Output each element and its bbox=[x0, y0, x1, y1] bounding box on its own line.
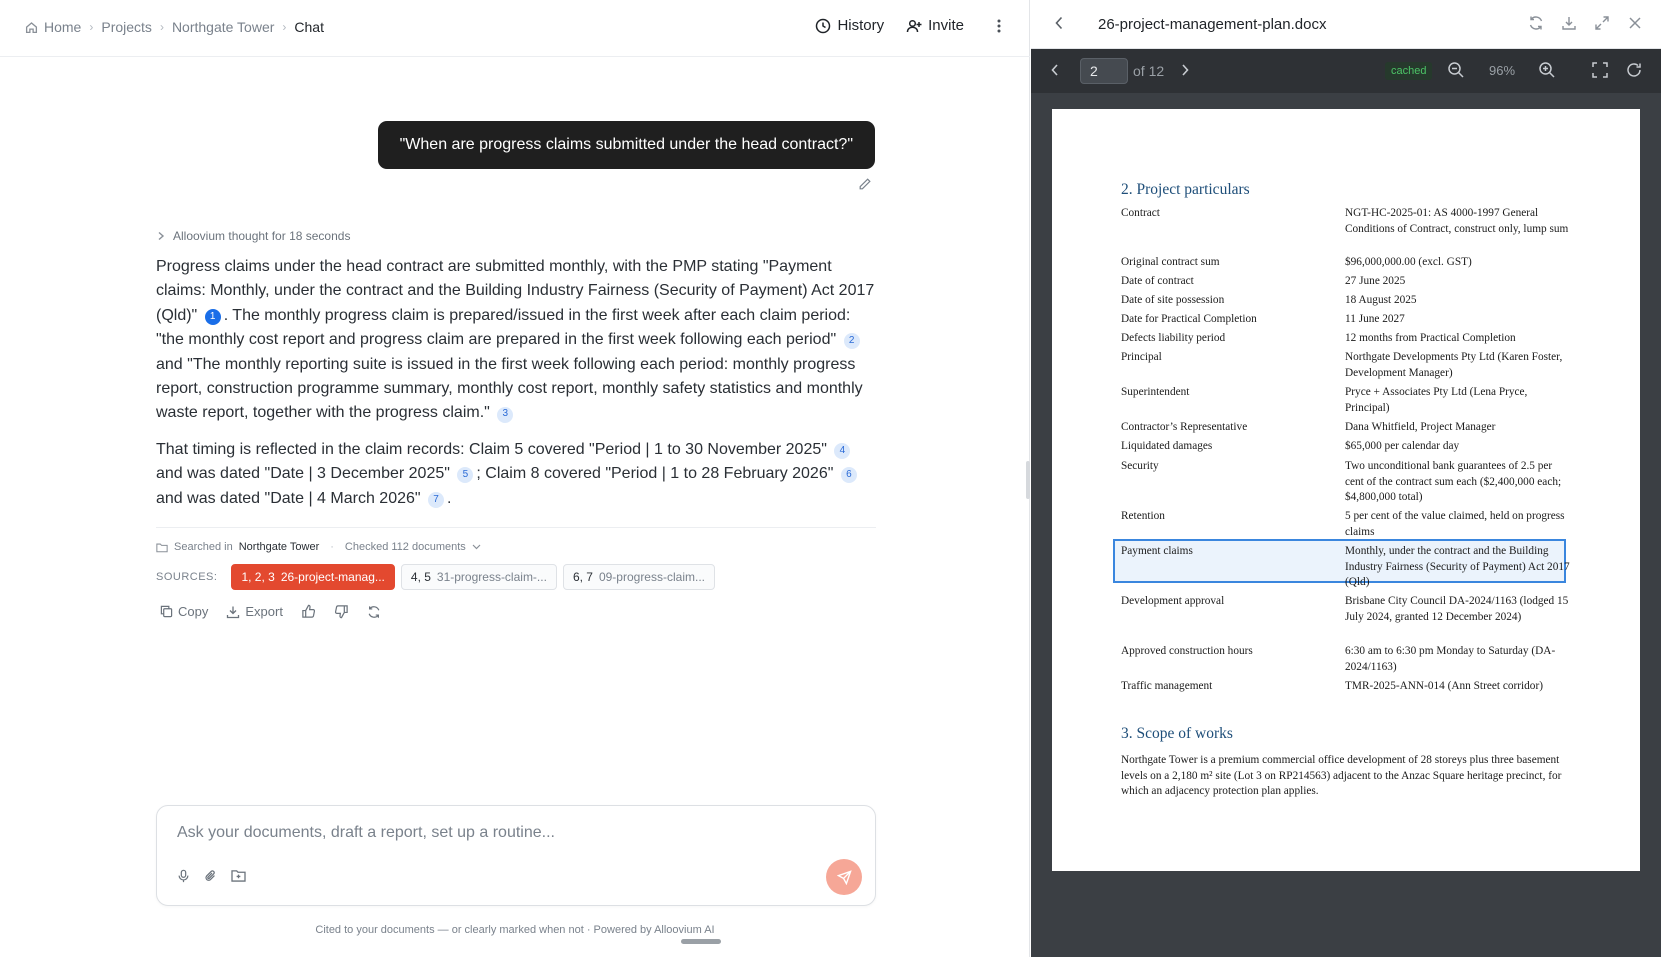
searched-project: Northgate Tower bbox=[238, 541, 320, 553]
page-count: of 12 bbox=[1133, 63, 1165, 79]
citation-badge[interactable]: 1 bbox=[205, 309, 221, 325]
divider bbox=[156, 527, 876, 528]
user-message-bubble bbox=[378, 121, 875, 169]
chevron-down-icon[interactable] bbox=[472, 544, 481, 550]
answer-text: Progress claims under the head contract are submitted monthly, with the PMP stating "Payment claims: Monthly, under the contract and the Building Industry Fairness (Security of Payment) Act 2017 (Qld)" bbox=[156, 258, 875, 324]
zoom-in-icon[interactable] bbox=[1538, 61, 1556, 79]
breadcrumb bbox=[25, 19, 324, 35]
breadcrumb-current: Chat bbox=[294, 19, 324, 35]
assistant-answer bbox=[156, 255, 880, 523]
citation-badge[interactable]: 6 bbox=[841, 467, 857, 483]
row-value: Brisbane City Council DA-2024/1163 (lodged 15 July 2024, granted 12 December 2024) bbox=[1345, 595, 1569, 623]
answer-text: . bbox=[447, 489, 452, 507]
previous-page-icon[interactable] bbox=[1050, 62, 1060, 78]
folder-icon bbox=[156, 542, 168, 553]
row-key: Contractor’s Representative bbox=[1121, 421, 1248, 433]
cached-badge: cached bbox=[1385, 62, 1432, 80]
drag-handle[interactable] bbox=[681, 939, 721, 944]
edit-pencil-icon[interactable] bbox=[858, 177, 872, 191]
copy-label: Copy bbox=[178, 604, 209, 619]
export-button[interactable] bbox=[226, 604, 283, 619]
row-value: Two unconditional bank guarantees of 2.5 per cent of the contract sum each ($2,400,000 each; $4,800,000 total) bbox=[1345, 460, 1562, 504]
fit-page-icon[interactable] bbox=[1591, 61, 1609, 79]
row-key: Development approval bbox=[1121, 595, 1225, 607]
viewer-header bbox=[1031, 0, 1661, 49]
copy-icon bbox=[160, 605, 173, 618]
row-key: Retention bbox=[1121, 510, 1165, 522]
citation-badge[interactable]: 7 bbox=[428, 492, 444, 508]
clock-icon bbox=[815, 18, 831, 34]
row-value: 18 August 2025 bbox=[1345, 294, 1417, 306]
row-value: 5 per cent of the value claimed, held on progress claims bbox=[1345, 510, 1565, 538]
page-number-input[interactable] bbox=[1080, 58, 1128, 84]
sources-label: SOURCES: bbox=[156, 571, 218, 583]
back-chevron-icon[interactable] bbox=[1054, 15, 1064, 31]
row-key: Contract bbox=[1121, 207, 1160, 219]
invite-label: Invite bbox=[928, 17, 964, 34]
row-value: $65,000 per calendar day bbox=[1345, 440, 1460, 452]
rotate-icon[interactable] bbox=[1625, 61, 1643, 79]
history-button[interactable] bbox=[815, 17, 884, 34]
chevron-right-icon: › bbox=[89, 20, 94, 34]
thumbs-up-icon[interactable] bbox=[301, 604, 316, 619]
send-icon bbox=[837, 870, 852, 885]
row-key: Date of site possession bbox=[1121, 294, 1225, 306]
pane-resize-handle[interactable] bbox=[1026, 461, 1030, 499]
composer-tools bbox=[177, 869, 246, 883]
row-key: Liquidated damages bbox=[1121, 440, 1213, 452]
search-scope: Searched in Northgate Tower · Checked 112 documents bbox=[156, 541, 481, 553]
row-key: Original contract sum bbox=[1121, 256, 1220, 268]
citation-badge[interactable]: 3 bbox=[497, 407, 513, 423]
add-user-icon bbox=[906, 18, 922, 34]
close-icon[interactable] bbox=[1627, 15, 1643, 31]
sources-row bbox=[156, 564, 715, 590]
citation-badge[interactable]: 5 bbox=[457, 467, 473, 483]
viewer-header-actions bbox=[1528, 15, 1643, 31]
section-body: Northgate Tower is a premium commercial office development of 28 storeys plus three basement levels on a 2,180 m² site (Lot 3 on RP214563) adjacent to the Anzac Square heritage precinct, for which an adjacency protection plan applies. bbox=[1121, 754, 1562, 798]
thought-toggle[interactable] bbox=[157, 229, 350, 243]
breadcrumb-projects[interactable]: Projects bbox=[101, 19, 152, 35]
row-value: 27 June 2025 bbox=[1345, 275, 1406, 287]
row-key: Security bbox=[1121, 460, 1159, 472]
chat-composer bbox=[156, 805, 876, 906]
checked-documents[interactable]: Checked 112 documents bbox=[344, 541, 466, 553]
section-heading: 3. Scope of works bbox=[1121, 725, 1233, 742]
row-key: Date for Practical Completion bbox=[1121, 313, 1257, 325]
row-value: Dana Whitfield, Project Manager bbox=[1345, 421, 1496, 433]
row-value: Pryce + Associates Pty Ltd (Lena Pryce, Principal) bbox=[1345, 386, 1528, 414]
answer-paragraph bbox=[156, 255, 880, 426]
footer-note: Cited to your documents — or clearly marked when not · Powered by Alloovium AI bbox=[315, 924, 715, 936]
chevron-right-icon: › bbox=[159, 20, 164, 34]
breadcrumb-home[interactable]: Home bbox=[44, 19, 82, 35]
answer-text: . The monthly progress claim is prepared/issued in the first week after each claim period: "the monthly cost report and progress claim are prepared in the first week following each period" bbox=[156, 306, 851, 349]
source-chip-name: 26-project-manag... bbox=[280, 570, 385, 584]
document-viewer bbox=[1031, 0, 1661, 957]
refresh-icon[interactable] bbox=[1528, 15, 1544, 31]
row-value: NGT-HC-2025-01: AS 4000-1997 General Conditions of Contract, construct only, lump sum bbox=[1345, 207, 1569, 235]
paperclip-icon[interactable] bbox=[204, 869, 217, 883]
more-options-icon[interactable] bbox=[990, 18, 1008, 34]
breadcrumb-project[interactable]: Northgate Tower bbox=[171, 19, 275, 35]
thumbs-down-icon[interactable] bbox=[334, 604, 349, 619]
top-bar bbox=[0, 0, 1030, 57]
export-label: Export bbox=[245, 604, 283, 619]
row-value: 11 June 2027 bbox=[1345, 313, 1405, 325]
invite-button[interactable] bbox=[906, 17, 964, 34]
row-key: Approved construction hours bbox=[1121, 645, 1253, 657]
download-icon[interactable] bbox=[1561, 15, 1577, 31]
row-key: Traffic management bbox=[1121, 680, 1213, 692]
row-key: Defects liability period bbox=[1121, 332, 1226, 344]
home-icon[interactable] bbox=[25, 21, 38, 34]
answer-text: That timing is reflected in the claim records: Claim 5 covered "Period | 1 to 30 November 2025" bbox=[156, 440, 827, 458]
source-chip-citations: 6, 7 bbox=[572, 570, 593, 584]
source-chip[interactable] bbox=[231, 564, 394, 590]
user-message-text: "When are progress claims submitted under the head contract?" bbox=[399, 136, 853, 153]
document-page bbox=[1052, 109, 1640, 871]
source-chip-name: 31-progress-claim-... bbox=[436, 570, 547, 584]
row-value: Monthly, under the contract and the Building Industry Fairness (Security of Payment) Act 2017 (Qld) bbox=[1345, 545, 1570, 589]
citation-badge[interactable]: 4 bbox=[834, 443, 850, 459]
row-key: Superintendent bbox=[1121, 386, 1190, 398]
microphone-icon[interactable] bbox=[177, 869, 190, 883]
source-chip[interactable] bbox=[401, 564, 557, 590]
answer-paragraph bbox=[156, 438, 880, 511]
thought-label: Alloovium thought for 18 seconds bbox=[173, 229, 351, 243]
message-actions bbox=[160, 604, 399, 619]
viewer-toolbar bbox=[1031, 49, 1661, 93]
row-value: TMR-2025-ANN-014 (Ann Street corridor) bbox=[1345, 680, 1543, 692]
source-chip-citations: 1, 2, 3 bbox=[241, 570, 275, 584]
row-value: Northgate Developments Pty Ltd (Karen Foster, Development Manager) bbox=[1345, 351, 1563, 379]
answer-text: and was dated "Date | 3 December 2025" bbox=[156, 465, 450, 483]
header-actions bbox=[793, 17, 1008, 34]
next-page-icon[interactable] bbox=[1180, 62, 1190, 78]
answer-text: and was dated "Date | 4 March 2026" bbox=[156, 489, 421, 507]
zoom-out-icon[interactable] bbox=[1447, 61, 1465, 79]
row-value: 6:30 am to 6:30 pm Monday to Saturday (DA-2024/1163) bbox=[1345, 645, 1556, 673]
answer-text: ; Claim 8 covered "Period | 1 to 28 February 2026" bbox=[476, 465, 834, 483]
row-key: Principal bbox=[1121, 351, 1162, 363]
folder-add-icon[interactable] bbox=[231, 869, 246, 883]
source-chip-name: 09-progress-claim... bbox=[598, 570, 705, 584]
document-title: 26-project-management-plan.docx bbox=[1098, 16, 1327, 33]
regenerate-icon[interactable] bbox=[367, 605, 381, 619]
chat-input[interactable] bbox=[177, 824, 837, 842]
chevron-right-icon: › bbox=[282, 20, 287, 34]
expand-icon[interactable] bbox=[1594, 15, 1610, 31]
row-key: Payment claims bbox=[1121, 545, 1193, 557]
row-value: $96,000,000.00 (excl. GST) bbox=[1345, 256, 1472, 268]
chevron-right-icon bbox=[157, 231, 165, 241]
source-chip-citations: 4, 5 bbox=[410, 570, 431, 584]
copy-button[interactable] bbox=[160, 604, 208, 619]
citation-badge[interactable]: 2 bbox=[844, 333, 860, 349]
send-button[interactable] bbox=[826, 859, 862, 895]
section-heading: 2. Project particulars bbox=[1121, 181, 1250, 198]
history-label: History bbox=[837, 17, 885, 34]
row-key: Date of contract bbox=[1121, 275, 1194, 287]
row-value: 12 months from Practical Completion bbox=[1345, 332, 1516, 344]
searched-prefix: Searched in bbox=[174, 541, 233, 553]
zoom-level: 96% bbox=[1489, 63, 1516, 78]
answer-text: and "The monthly reporting suite is issued in the first week following each period: monthly progress report, construction programme summary, monthly cost report, monthly safety statistics and monthly waste report, together with the progress claim." bbox=[156, 355, 863, 422]
download-icon bbox=[226, 605, 240, 619]
source-chip[interactable] bbox=[563, 564, 715, 590]
